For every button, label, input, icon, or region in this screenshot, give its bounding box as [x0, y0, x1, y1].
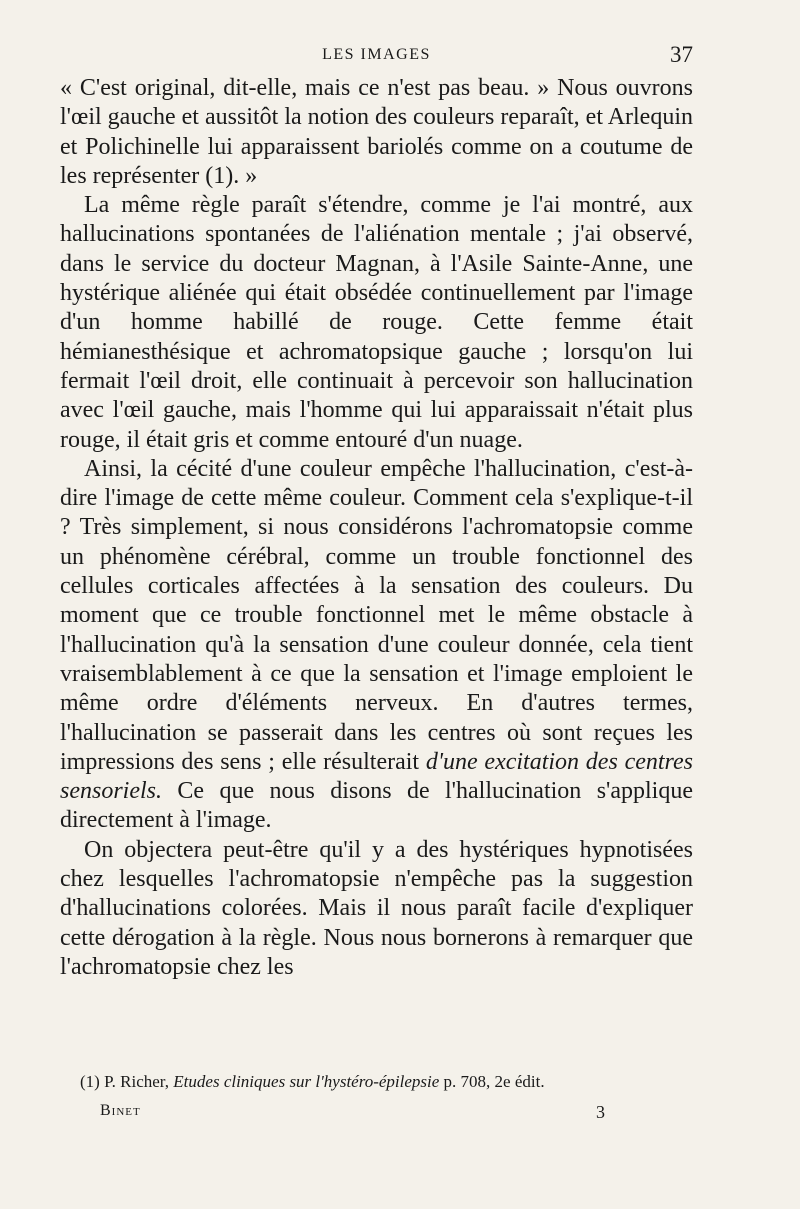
paragraph-1: « C'est original, dit-elle, mais ce n'est pas beau. » Nous ouvrons l'œil gauche et aussitôt la notion des couleurs reparaît, et Arlequin et Polichinelle lui apparaissent bariolés comme on a coutume de les représenter (1). » [60, 75, 693, 189]
paragraph-4: On objectera peut-être qu'il y a des hystériques hypnotisées chez lesquelles l'achromatopsie n'empêche pas la suggestion d'hallucinations colorées. Mais il nous paraît facile d'expliquer cette dérogation à la règle. Nous nous bornerons à remarquer que l'achromatopsie chez les [60, 836, 693, 980]
running-head [60, 42, 693, 72]
paragraph-3-italic: d'une excitation des centres sensoriels. [60, 748, 693, 805]
paragraph-2: La même règle paraît s'étendre, comme je l'ai montré, aux hallucinations spontanées de l'aliénation mentale ; j'ai observé, dans le service du docteur Magnan, à l'Asile Sainte-Anne, une hystérique aliénée qui était obsédée continuellement par l'image d'un homme habillé de rouge. Cette femme était hémianesthésique et achromatopsique gauche ; lorsqu'on lui fermait l'œil droit, elle continuait à percevoir son hallucination avec l'œil gauche, mais l'homme qui lui apparaissait n'était plus rouge, il était gris et comme entouré d'un nuage. [60, 192, 693, 453]
footnote-author: P. Richer, [104, 1072, 170, 1091]
page-number: 37 [670, 42, 693, 67]
signature-author: Binet [100, 1102, 141, 1119]
signature-sheet-number: 3 [596, 1102, 605, 1122]
running-title: LES IMAGES [322, 46, 431, 63]
body-text [60, 74, 693, 982]
footnote [60, 1071, 693, 1093]
paragraph-3-text-a: Ainsi, la cécité d'une couleur empêche l'hallucination, c'est-à-dire l'image de cette même couleur. Comment cela s'explique-t-il ? Très simplement, si nous considérons l'achromatopsie comme un phénomène cérébral, comme un trouble fonctionnel des cellules corticales affectées à la sensation des couleurs. Du moment que ce trouble fonctionnel met le même obstacle à l'hallucination qu'à la sensation d'une couleur donnée, cela tient vraisemblablement à ce que la sensation et l'image emploient le même ordre d'éléments nerveux. En d'autres termes, l'hallucination se passerait dans les centres où sont reçues les impressions des sens ; elle résulterait [60, 455, 693, 775]
paragraph-3 [60, 455, 693, 836]
footnote-rest: p. 708, 2e édit. [443, 1072, 545, 1091]
printer-signature [60, 1102, 693, 1126]
paragraph-3-text-b: Ce que nous disons de l'hallucination s'applique directement à l'image. [60, 778, 693, 834]
footnote-title: Etudes cliniques sur l'hystéro-épilepsie [173, 1072, 440, 1091]
footnote-marker: (1) [80, 1072, 100, 1091]
